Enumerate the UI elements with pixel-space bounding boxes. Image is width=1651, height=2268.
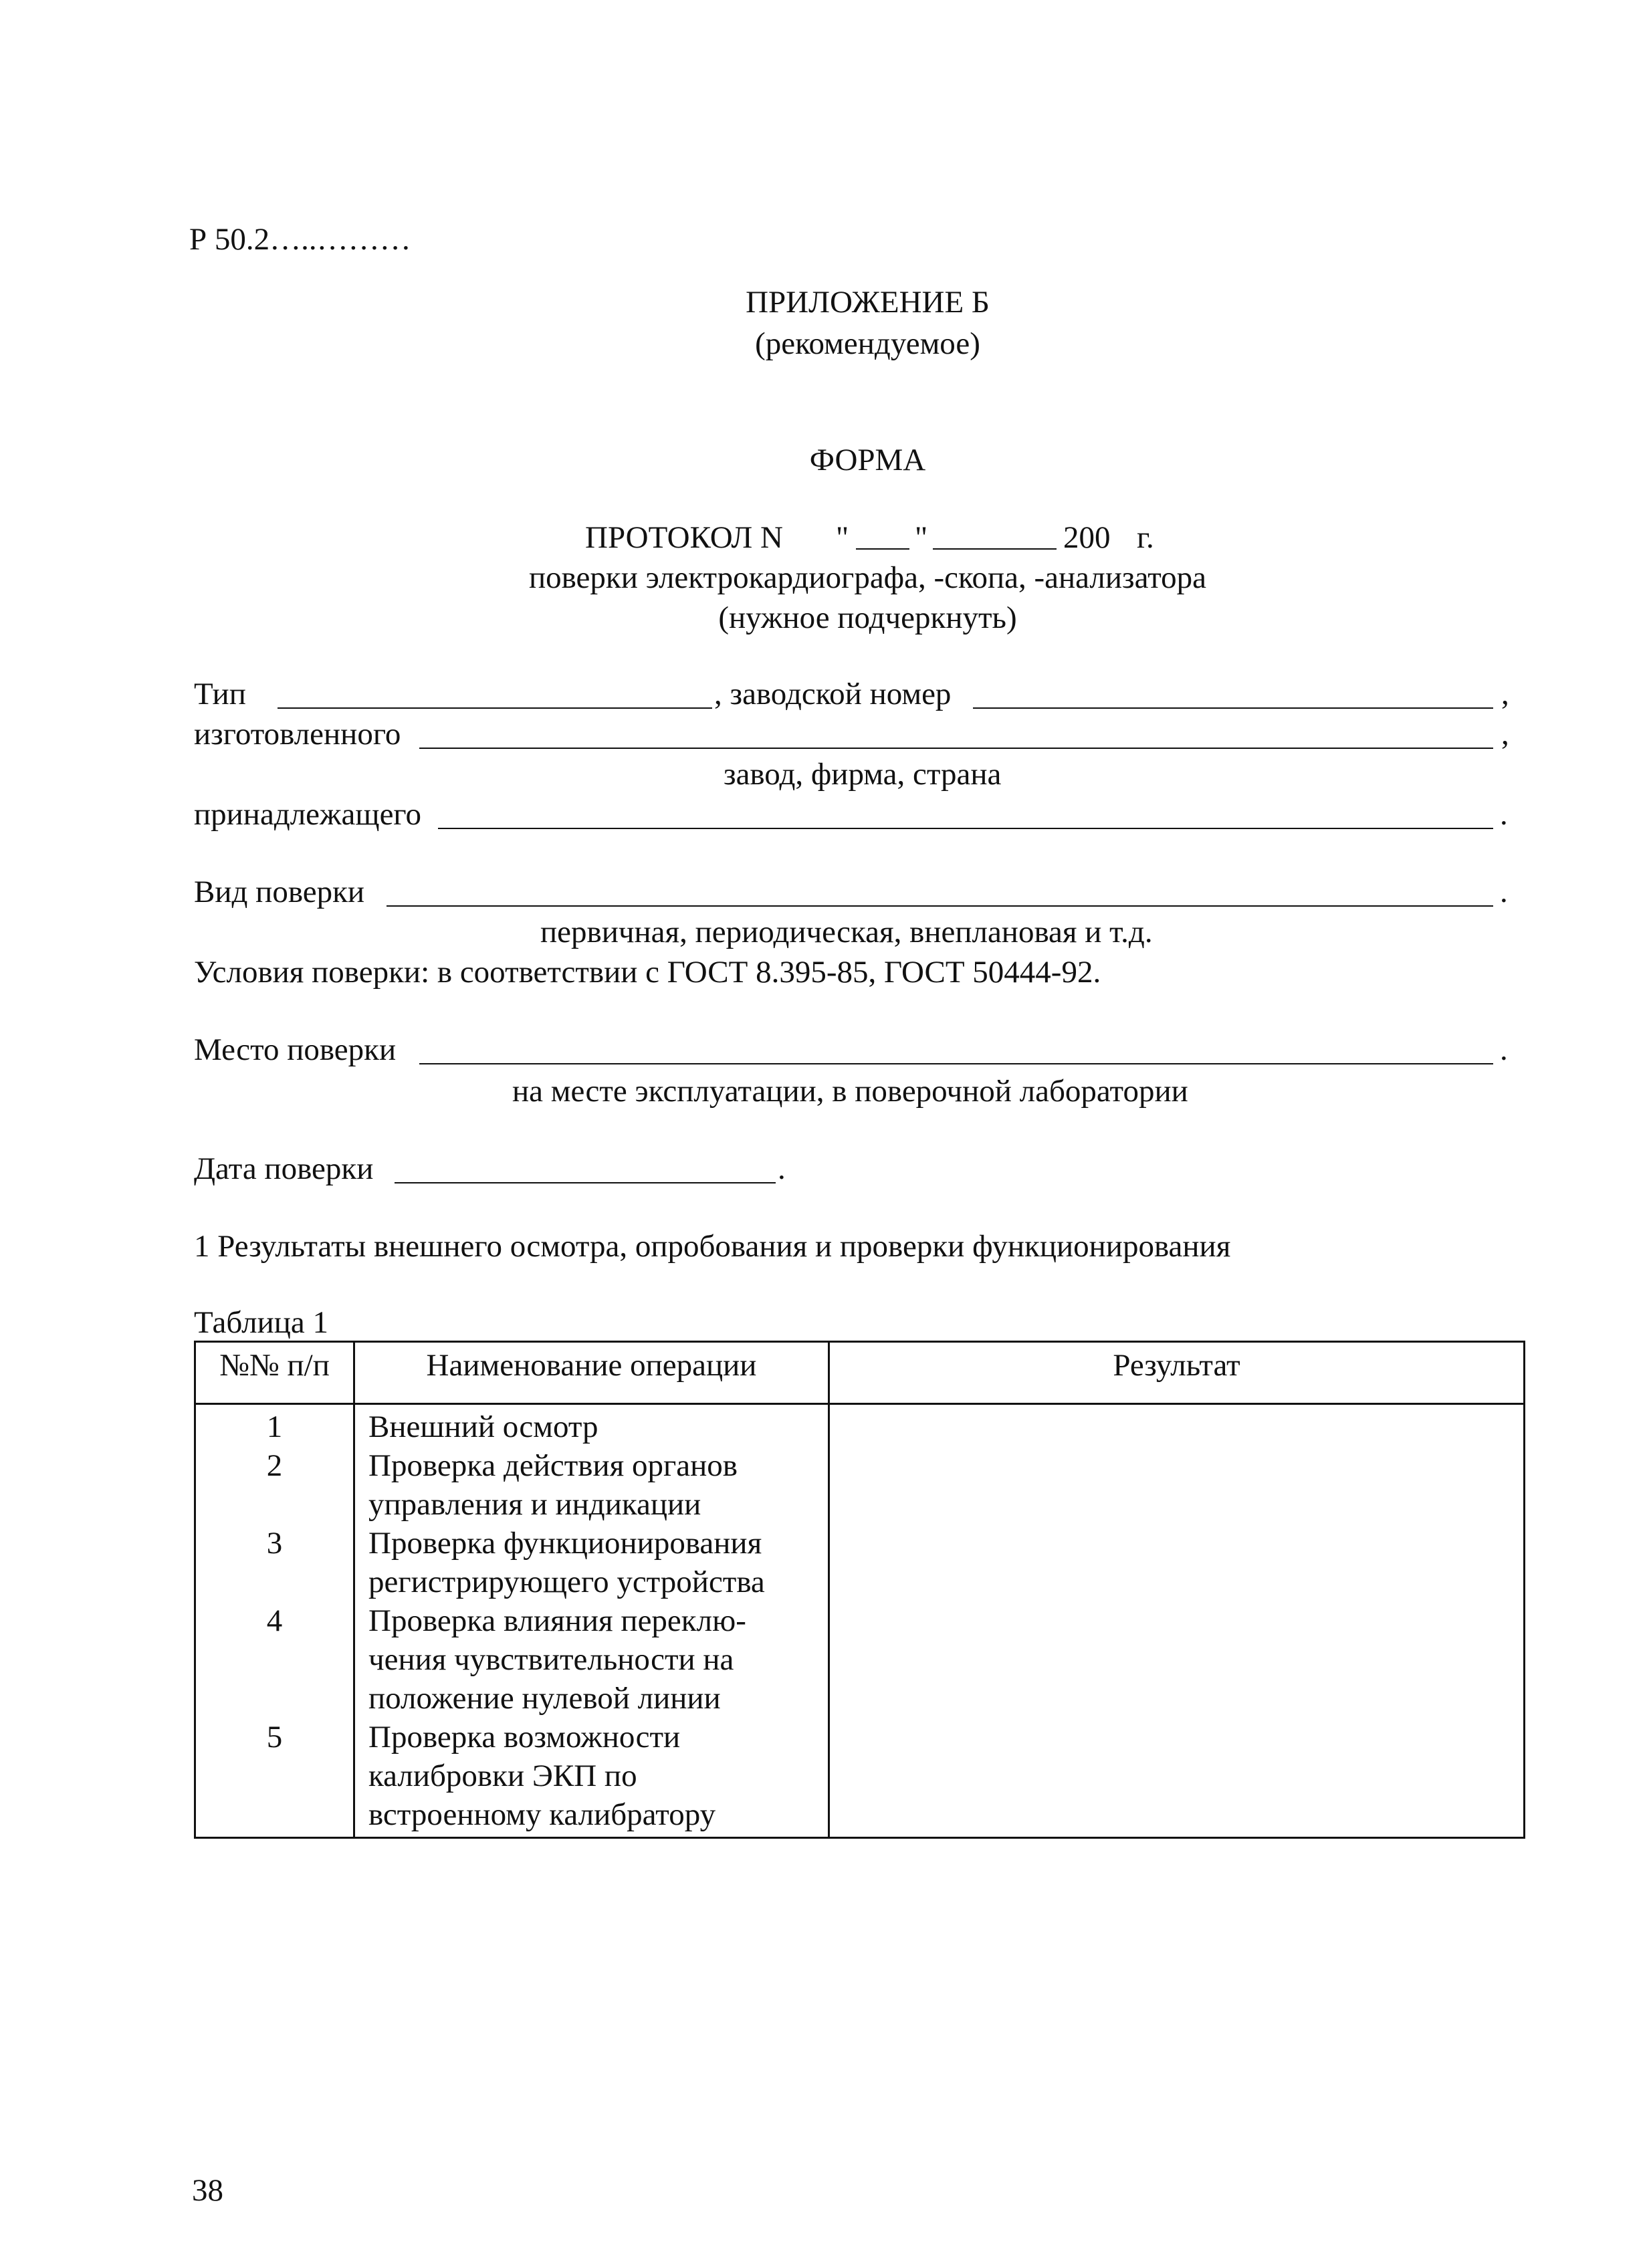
protocol-year: 200 <box>1063 520 1111 555</box>
type-field[interactable] <box>278 707 712 709</box>
table1-caption: Таблица 1 <box>194 1305 329 1340</box>
protocol-month-blank[interactable] <box>933 548 1057 550</box>
made-hint: завод, фирма, страна <box>724 757 1002 792</box>
made-field[interactable] <box>419 748 1493 749</box>
document-code: Р 50.2…..……… <box>189 222 411 257</box>
section1-title: 1 Результаты внешнего осмотра, опробования и проверки функционирования <box>194 1229 1231 1264</box>
row-number: 3 <box>266 1526 283 1561</box>
row-number: 1 <box>266 1409 283 1444</box>
type-label: Тип <box>194 677 246 711</box>
conditions-text: Условия поверки: в соответствии с ГОСТ 8.395-85, ГОСТ 50444-92. <box>194 955 1101 990</box>
operation-name: Проверка влияния переклю- <box>368 1603 746 1638</box>
operation-name: Проверка действия органов <box>368 1448 738 1483</box>
operation-name: чения чувствительности на <box>368 1642 734 1677</box>
table1-header-operation: Наименование операции <box>354 1342 829 1404</box>
owner-period: . <box>1500 797 1508 832</box>
protocol-quote-close: " <box>915 520 928 555</box>
place-label: Место поверки <box>194 1032 397 1067</box>
protocol-year-suffix: г. <box>1137 520 1154 555</box>
owner-label: принадлежащего <box>194 797 422 832</box>
table1-header-result: Результат <box>829 1342 1525 1404</box>
table1-num-column <box>195 1404 354 1838</box>
operation-name: регистрирующего устройства <box>368 1565 765 1599</box>
page-number: 38 <box>192 2173 223 2208</box>
made-comma: , <box>1501 717 1509 752</box>
row-number: 4 <box>266 1603 283 1638</box>
place-field[interactable] <box>419 1063 1493 1064</box>
table1-result-column[interactable] <box>829 1404 1525 1838</box>
serial-label: , заводской номер <box>714 677 952 711</box>
protocol-subject: поверки электрокардиографа, -скопа, -анализатора <box>528 560 1207 595</box>
row-number: 5 <box>266 1720 283 1754</box>
operation-name: Проверка возможности <box>368 1720 681 1754</box>
protocol-quote-open: " <box>836 520 849 555</box>
form-title: ФОРМА <box>809 443 926 477</box>
operation-name: положение нулевой линии <box>368 1681 721 1716</box>
operation-name: Внешний осмотр <box>368 1409 598 1444</box>
appendix-subtitle: (рекомендуемое) <box>755 326 980 361</box>
row-number: 2 <box>266 1448 283 1483</box>
place-hint: на месте эксплуатации, в поверочной лаборатории <box>512 1074 1188 1109</box>
table1-header-row <box>195 1342 1525 1404</box>
operation-name: калибровки ЭКП по <box>368 1759 637 1793</box>
kind-field[interactable] <box>387 905 1493 907</box>
date-period: . <box>778 1151 786 1186</box>
protocol-label: ПРОТОКОЛ N <box>585 520 783 555</box>
kind-period: . <box>1500 875 1508 909</box>
place-period: . <box>1500 1032 1508 1067</box>
serial-field[interactable] <box>973 707 1493 709</box>
table1-header-num: №№ п/п <box>195 1342 354 1404</box>
date-label: Дата поверки <box>194 1151 374 1186</box>
table-row <box>195 1404 1525 1838</box>
kind-hint: первичная, периодическая, внеплановая и т.д. <box>540 915 1153 949</box>
protocol-day-blank[interactable] <box>856 548 909 550</box>
serial-comma: , <box>1501 677 1509 711</box>
appendix-title: ПРИЛОЖЕНИЕ Б <box>746 285 990 320</box>
table1 <box>194 1341 1525 1839</box>
protocol-note: (нужное подчеркнуть) <box>718 600 1017 635</box>
operation-name: Проверка функционирования <box>368 1526 762 1561</box>
owner-field[interactable] <box>438 828 1493 829</box>
operation-name: встроенному калибратору <box>368 1797 716 1832</box>
made-label: изготовленного <box>194 717 401 752</box>
date-field[interactable] <box>395 1182 776 1183</box>
operation-name: управления и индикации <box>368 1487 701 1522</box>
table1-operation-column <box>354 1404 829 1838</box>
kind-label: Вид поверки <box>194 875 365 909</box>
